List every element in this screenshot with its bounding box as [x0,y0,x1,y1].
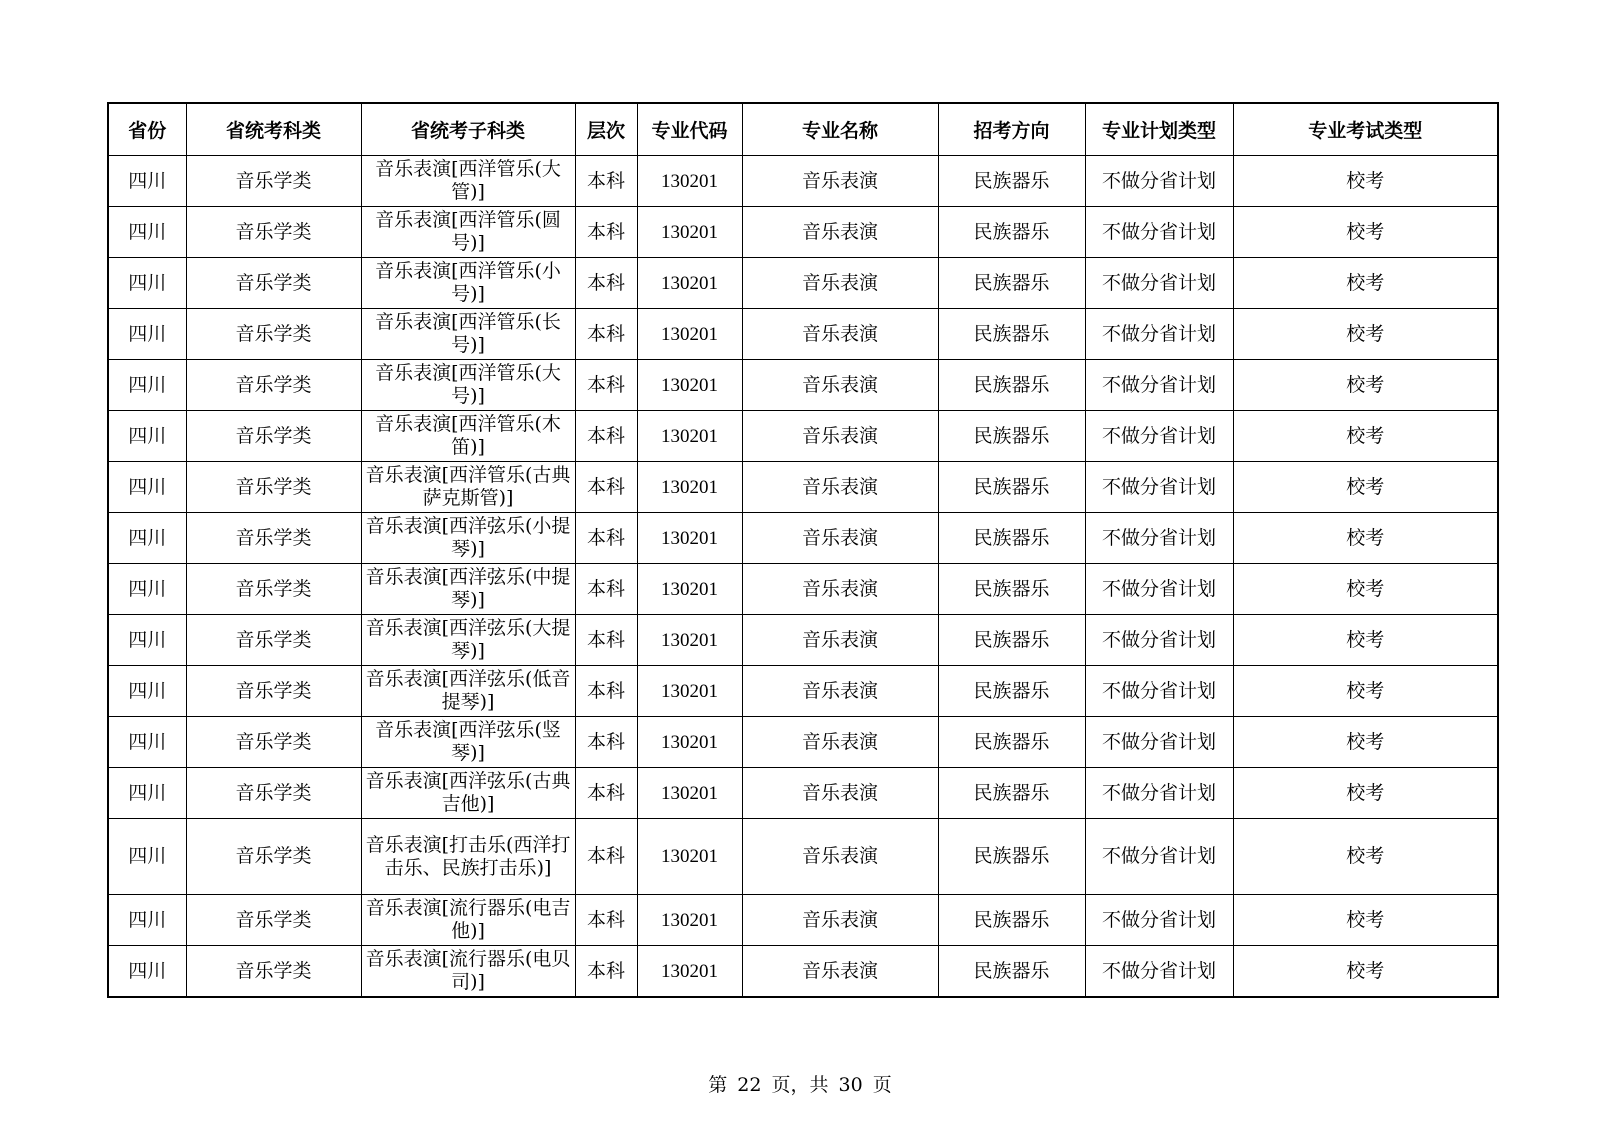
cell-plan-type: 不做分省计划 [1085,156,1233,207]
table-row [108,717,1498,768]
cell-subcategory: 音乐表演[西洋管乐(小号)] [361,258,575,309]
cell-direction: 民族器乐 [938,768,1085,819]
cell-level: 本科 [575,309,637,360]
cell-direction: 民族器乐 [938,819,1085,895]
cell-level: 本科 [575,411,637,462]
header-level: 层次 [575,103,637,156]
cell-subcategory: 音乐表演[西洋弦乐(大提琴)] [361,615,575,666]
cell-subcategory: 音乐表演[西洋管乐(圆号)] [361,207,575,258]
cell-major-code: 130201 [637,819,742,895]
cell-major-name: 音乐表演 [742,462,938,513]
cell-plan-type: 不做分省计划 [1085,564,1233,615]
cell-exam-type: 校考 [1233,615,1498,666]
cell-major-name: 音乐表演 [742,666,938,717]
cell-direction: 民族器乐 [938,615,1085,666]
table-row [108,309,1498,360]
cell-category: 音乐学类 [186,207,361,258]
cell-major-name: 音乐表演 [742,156,938,207]
cell-major-code: 130201 [637,564,742,615]
cell-province: 四川 [108,666,186,717]
cell-major-code: 130201 [637,666,742,717]
cell-province: 四川 [108,895,186,946]
cell-major-code: 130201 [637,513,742,564]
admissions-table [107,102,1499,998]
cell-category: 音乐学类 [186,819,361,895]
cell-category: 音乐学类 [186,615,361,666]
header-plan-type: 专业计划类型 [1085,103,1233,156]
cell-major-code: 130201 [637,258,742,309]
cell-direction: 民族器乐 [938,946,1085,998]
cell-major-code: 130201 [637,895,742,946]
cell-level: 本科 [575,717,637,768]
header-province: 省份 [108,103,186,156]
cell-province: 四川 [108,615,186,666]
cell-plan-type: 不做分省计划 [1085,462,1233,513]
cell-province: 四川 [108,207,186,258]
cell-province: 四川 [108,946,186,998]
cell-major-name: 音乐表演 [742,768,938,819]
cell-level: 本科 [575,564,637,615]
cell-category: 音乐学类 [186,564,361,615]
cell-level: 本科 [575,513,637,564]
cell-exam-type: 校考 [1233,895,1498,946]
table-row [108,946,1498,998]
cell-level: 本科 [575,360,637,411]
cell-plan-type: 不做分省计划 [1085,207,1233,258]
cell-major-code: 130201 [637,360,742,411]
cell-level: 本科 [575,156,637,207]
cell-plan-type: 不做分省计划 [1085,895,1233,946]
cell-subcategory: 音乐表演[西洋管乐(长号)] [361,309,575,360]
cell-subcategory: 音乐表演[流行器乐(电吉他)] [361,895,575,946]
header-major-code: 专业代码 [637,103,742,156]
cell-major-code: 130201 [637,946,742,998]
table-row [108,156,1498,207]
cell-plan-type: 不做分省计划 [1085,768,1233,819]
cell-major-name: 音乐表演 [742,513,938,564]
table-row [108,207,1498,258]
cell-major-name: 音乐表演 [742,411,938,462]
cell-category: 音乐学类 [186,768,361,819]
cell-category: 音乐学类 [186,156,361,207]
cell-exam-type: 校考 [1233,309,1498,360]
cell-province: 四川 [108,462,186,513]
cell-level: 本科 [575,462,637,513]
cell-major-name: 音乐表演 [742,309,938,360]
cell-province: 四川 [108,411,186,462]
header-direction: 招考方向 [938,103,1085,156]
table-row [108,411,1498,462]
cell-subcategory: 音乐表演[西洋管乐(古典萨克斯管)] [361,462,575,513]
cell-province: 四川 [108,258,186,309]
cell-direction: 民族器乐 [938,666,1085,717]
table-row [108,615,1498,666]
cell-category: 音乐学类 [186,513,361,564]
cell-direction: 民族器乐 [938,360,1085,411]
cell-subcategory: 音乐表演[西洋弦乐(竖琴)] [361,717,575,768]
page-suffix: 页 [872,1074,892,1096]
cell-exam-type: 校考 [1233,462,1498,513]
page-current: 22 [737,1074,762,1096]
cell-major-name: 音乐表演 [742,207,938,258]
table-body [108,156,1498,998]
header-major-name: 专业名称 [742,103,938,156]
cell-direction: 民族器乐 [938,258,1085,309]
cell-category: 音乐学类 [186,666,361,717]
cell-subcategory: 音乐表演[西洋弦乐(小提琴)] [361,513,575,564]
table-row [108,895,1498,946]
cell-subcategory: 音乐表演[西洋管乐(大管)] [361,156,575,207]
cell-exam-type: 校考 [1233,946,1498,998]
cell-level: 本科 [575,819,637,895]
table-row [108,819,1498,895]
page-footer [0,1070,1600,1097]
cell-plan-type: 不做分省计划 [1085,819,1233,895]
cell-major-name: 音乐表演 [742,946,938,998]
cell-direction: 民族器乐 [938,207,1085,258]
header-category: 省统考科类 [186,103,361,156]
cell-subcategory: 音乐表演[西洋弦乐(中提琴)] [361,564,575,615]
page-prefix: 第 [708,1074,728,1096]
cell-major-name: 音乐表演 [742,360,938,411]
header-exam-type: 专业考试类型 [1233,103,1498,156]
cell-province: 四川 [108,819,186,895]
cell-major-code: 130201 [637,768,742,819]
cell-plan-type: 不做分省计划 [1085,666,1233,717]
table-row [108,513,1498,564]
table-row [108,666,1498,717]
cell-subcategory: 音乐表演[西洋弦乐(低音提琴)] [361,666,575,717]
cell-major-code: 130201 [637,462,742,513]
cell-major-code: 130201 [637,411,742,462]
cell-province: 四川 [108,309,186,360]
cell-province: 四川 [108,768,186,819]
cell-direction: 民族器乐 [938,309,1085,360]
cell-plan-type: 不做分省计划 [1085,717,1233,768]
cell-direction: 民族器乐 [938,156,1085,207]
cell-exam-type: 校考 [1233,513,1498,564]
cell-plan-type: 不做分省计划 [1085,360,1233,411]
cell-exam-type: 校考 [1233,360,1498,411]
cell-direction: 民族器乐 [938,513,1085,564]
cell-direction: 民族器乐 [938,462,1085,513]
cell-major-code: 130201 [637,717,742,768]
cell-plan-type: 不做分省计划 [1085,513,1233,564]
cell-subcategory: 音乐表演[西洋弦乐(古典吉他)] [361,768,575,819]
page-mid: 页，共 [771,1074,829,1096]
cell-province: 四川 [108,717,186,768]
cell-level: 本科 [575,946,637,998]
cell-exam-type: 校考 [1233,207,1498,258]
cell-exam-type: 校考 [1233,717,1498,768]
cell-major-name: 音乐表演 [742,258,938,309]
cell-direction: 民族器乐 [938,895,1085,946]
cell-category: 音乐学类 [186,360,361,411]
cell-direction: 民族器乐 [938,564,1085,615]
cell-level: 本科 [575,666,637,717]
cell-plan-type: 不做分省计划 [1085,946,1233,998]
cell-province: 四川 [108,156,186,207]
cell-major-name: 音乐表演 [742,717,938,768]
cell-category: 音乐学类 [186,258,361,309]
cell-exam-type: 校考 [1233,768,1498,819]
cell-major-code: 130201 [637,156,742,207]
cell-plan-type: 不做分省计划 [1085,615,1233,666]
table-row [108,462,1498,513]
cell-subcategory: 音乐表演[流行器乐(电贝司)] [361,946,575,998]
cell-plan-type: 不做分省计划 [1085,258,1233,309]
cell-province: 四川 [108,513,186,564]
cell-exam-type: 校考 [1233,564,1498,615]
cell-exam-type: 校考 [1233,666,1498,717]
cell-category: 音乐学类 [186,309,361,360]
cell-category: 音乐学类 [186,946,361,998]
table-row [108,258,1498,309]
cell-level: 本科 [575,615,637,666]
cell-level: 本科 [575,207,637,258]
cell-major-code: 130201 [637,207,742,258]
cell-level: 本科 [575,768,637,819]
cell-subcategory: 音乐表演[西洋管乐(大号)] [361,360,575,411]
cell-major-code: 130201 [637,615,742,666]
page-total: 30 [838,1074,863,1096]
cell-province: 四川 [108,564,186,615]
cell-exam-type: 校考 [1233,258,1498,309]
cell-subcategory: 音乐表演[西洋管乐(木笛)] [361,411,575,462]
header-subcategory: 省统考子科类 [361,103,575,156]
cell-major-name: 音乐表演 [742,895,938,946]
cell-level: 本科 [575,258,637,309]
cell-major-name: 音乐表演 [742,615,938,666]
cell-major-name: 音乐表演 [742,564,938,615]
cell-category: 音乐学类 [186,895,361,946]
cell-plan-type: 不做分省计划 [1085,309,1233,360]
cell-category: 音乐学类 [186,462,361,513]
cell-exam-type: 校考 [1233,411,1498,462]
cell-exam-type: 校考 [1233,156,1498,207]
cell-subcategory: 音乐表演[打击乐(西洋打击乐、民族打击乐)] [361,819,575,895]
cell-plan-type: 不做分省计划 [1085,411,1233,462]
table-row [108,564,1498,615]
cell-major-name: 音乐表演 [742,819,938,895]
table-row [108,360,1498,411]
cell-direction: 民族器乐 [938,717,1085,768]
cell-direction: 民族器乐 [938,411,1085,462]
table-header-row [108,103,1498,156]
cell-level: 本科 [575,895,637,946]
table-row [108,768,1498,819]
cell-category: 音乐学类 [186,411,361,462]
cell-major-code: 130201 [637,309,742,360]
cell-province: 四川 [108,360,186,411]
cell-exam-type: 校考 [1233,819,1498,895]
cell-category: 音乐学类 [186,717,361,768]
